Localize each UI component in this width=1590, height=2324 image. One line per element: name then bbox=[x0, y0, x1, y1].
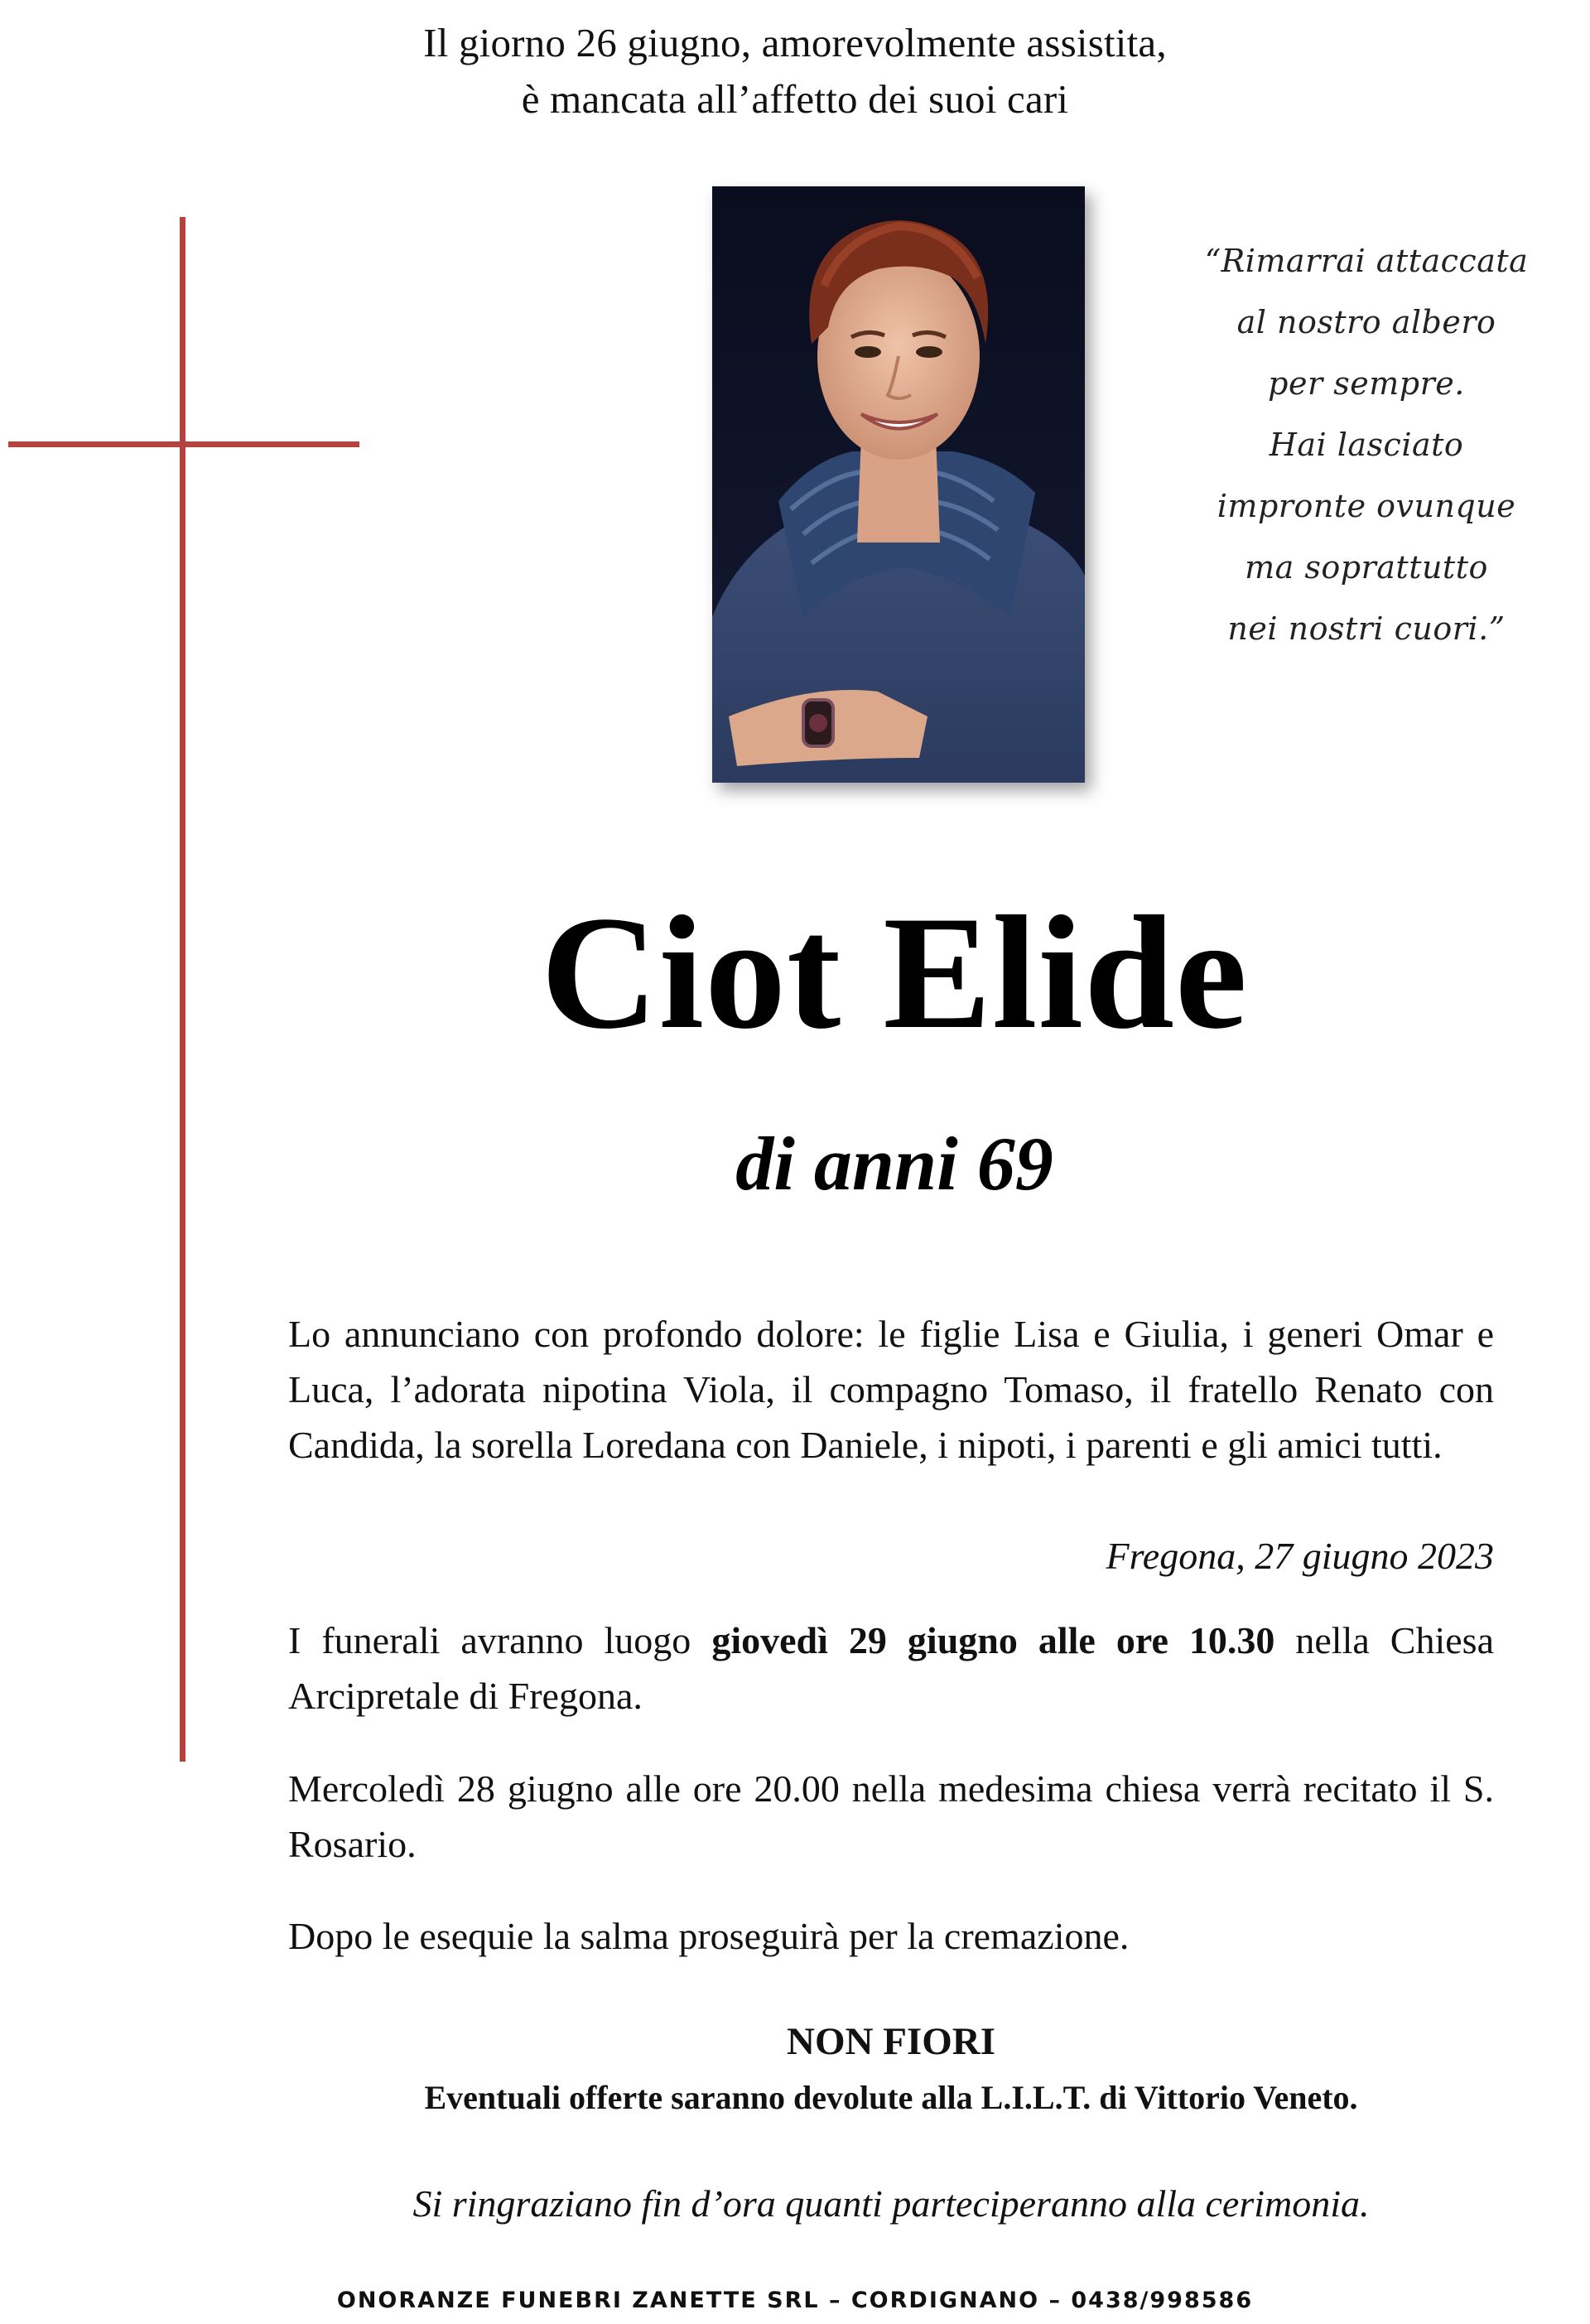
thanks-note: Si ringraziano fin d’ora quanti parteciperanno alla cerimonia. bbox=[412, 2182, 1370, 2225]
deceased-age: di anni 69 bbox=[735, 1121, 1053, 1206]
intro-line-1: Il giorno 26 giugno, amorevolmente assistita, bbox=[423, 20, 1167, 65]
quote-line: “Rimarrai attaccata bbox=[1204, 243, 1529, 279]
intro-text bbox=[0, 15, 1590, 128]
quote-line: per sempre. bbox=[1268, 365, 1465, 402]
quote-line: Hai lasciato bbox=[1269, 427, 1464, 463]
donations-note: Eventuali offerte saranno devolute alla L.I.L.T. di Vittorio Veneto. bbox=[424, 2079, 1358, 2116]
cross-vertical-bar bbox=[180, 217, 186, 1762]
portrait-photo bbox=[712, 186, 1085, 783]
portrait-illustration bbox=[712, 186, 1085, 783]
deceased-name: Ciot Elide bbox=[541, 883, 1248, 1063]
announcement-paragraph: Lo annunciano con profondo dolore: le figlie Lisa e Giulia, i generi Omar e Luca, l’adorata nipotina Viola, il compagno Tomaso, il fratello Renato con Candida, la sorella Loredana con Daniele, i nipoti, i parenti e gli amici tutti. bbox=[288, 1313, 1494, 1466]
quote-line: ma soprattutto bbox=[1245, 549, 1488, 586]
rosary-paragraph: Mercoledì 28 giugno alle ore 20.00 nella medesima chiesa verrà recitato il S. Rosario. bbox=[288, 1767, 1494, 1865]
funeral-home-footer: ONORANZE FUNEBRI ZANETTE SRL – CORDIGNANO – 0438/998586 bbox=[336, 2288, 1254, 2313]
cremation-paragraph: Dopo le esequie la salma proseguirà per la cremazione. bbox=[288, 1915, 1130, 1957]
intro-line-2: è mancata all’affetto dei suoi cari bbox=[521, 76, 1069, 122]
place-date: Fregona, 27 giugno 2023 bbox=[1106, 1535, 1494, 1577]
quote-line: impronte ovunque bbox=[1217, 488, 1516, 524]
funeral-date-time: giovedì 29 giugno alle ore 10.30 bbox=[711, 1619, 1275, 1661]
non-fiori-heading: NON FIORI bbox=[787, 2020, 995, 2063]
funeral-paragraph bbox=[288, 1613, 1494, 1724]
quote-line: al nostro albero bbox=[1236, 304, 1496, 340]
memorial-quote bbox=[1192, 230, 1540, 659]
funeral-suffix: nella Chiesa Arcipretale di Fregona. bbox=[288, 1619, 1494, 1717]
funeral-prefix: I funerali avranno luogo bbox=[288, 1619, 712, 1661]
quote-line: nei nostri cuori.” bbox=[1227, 610, 1506, 647]
cross-horizontal-bar bbox=[8, 441, 359, 447]
